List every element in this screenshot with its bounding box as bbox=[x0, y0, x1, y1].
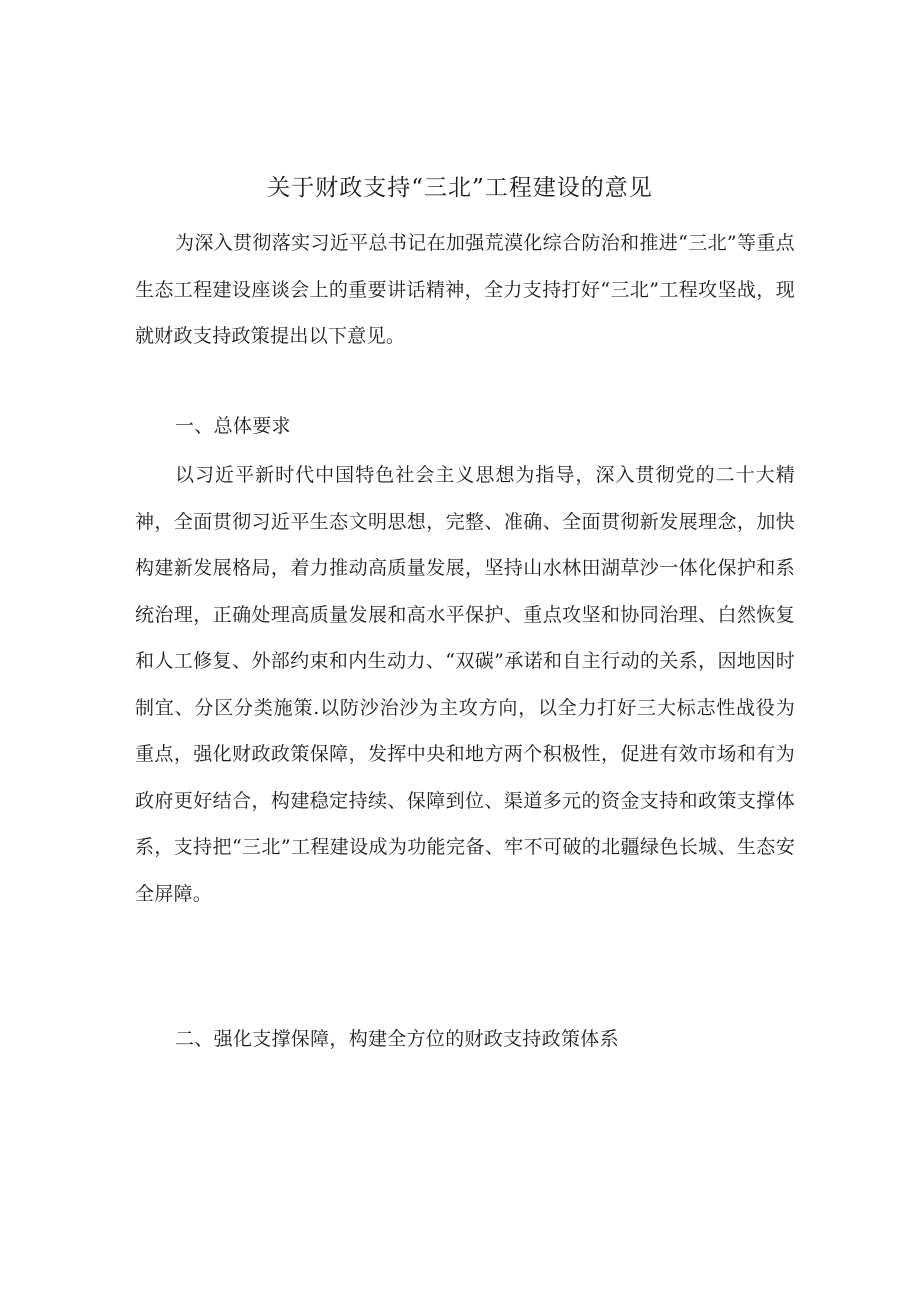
intro-paragraph: 为深入贯彻落实习近平总书记在加强荒漠化综合防治和推进“三北”等重点生态工程建设座谈会上的重要讲话精神，全力支持打好“三北”工程攻坚战，现就财政支持政策提出以下意见。 bbox=[135, 232, 795, 347]
section-body-1: 以习近平新时代中国特色社会主义思想为指导，深入贯彻党的二十大精神，全面贯彻习近平生态文明思想，完整、准确、全面贯彻新发展理念，加快构建新发展格局，着力推动高质量发展，坚持山水林田湖草沙一体化保护和系统治理，正确处理高质量发展和高水平保护、重点攻坚和协同治理、白然恢复和人工修复、外部约束和内生动力、“双碳”承诺和自主行动的关系，因地因时制宜、分区分类施策.以防沙治沙为主攻方向，以全力打好三大标志性战役为重点，强化财政政策保障，发挥中央和地方两个积极性，促进有效市场和有为政府更好结合，构建稳定持续、保障到位、渠道多元的资金支持和政策支撑体系，支持把“三北”工程建设成为功能完备、牢不可破的北疆绿色长城、生态安全屏障。 bbox=[135, 464, 795, 905]
section-heading-2: 二、强化支撑保障，构建全方位的财政支持政策体系 bbox=[175, 1028, 619, 1050]
document-title: 关于财政支持“三北”工程建设的意见 bbox=[267, 175, 653, 201]
section-heading-1: 一、总体要求 bbox=[175, 415, 291, 437]
